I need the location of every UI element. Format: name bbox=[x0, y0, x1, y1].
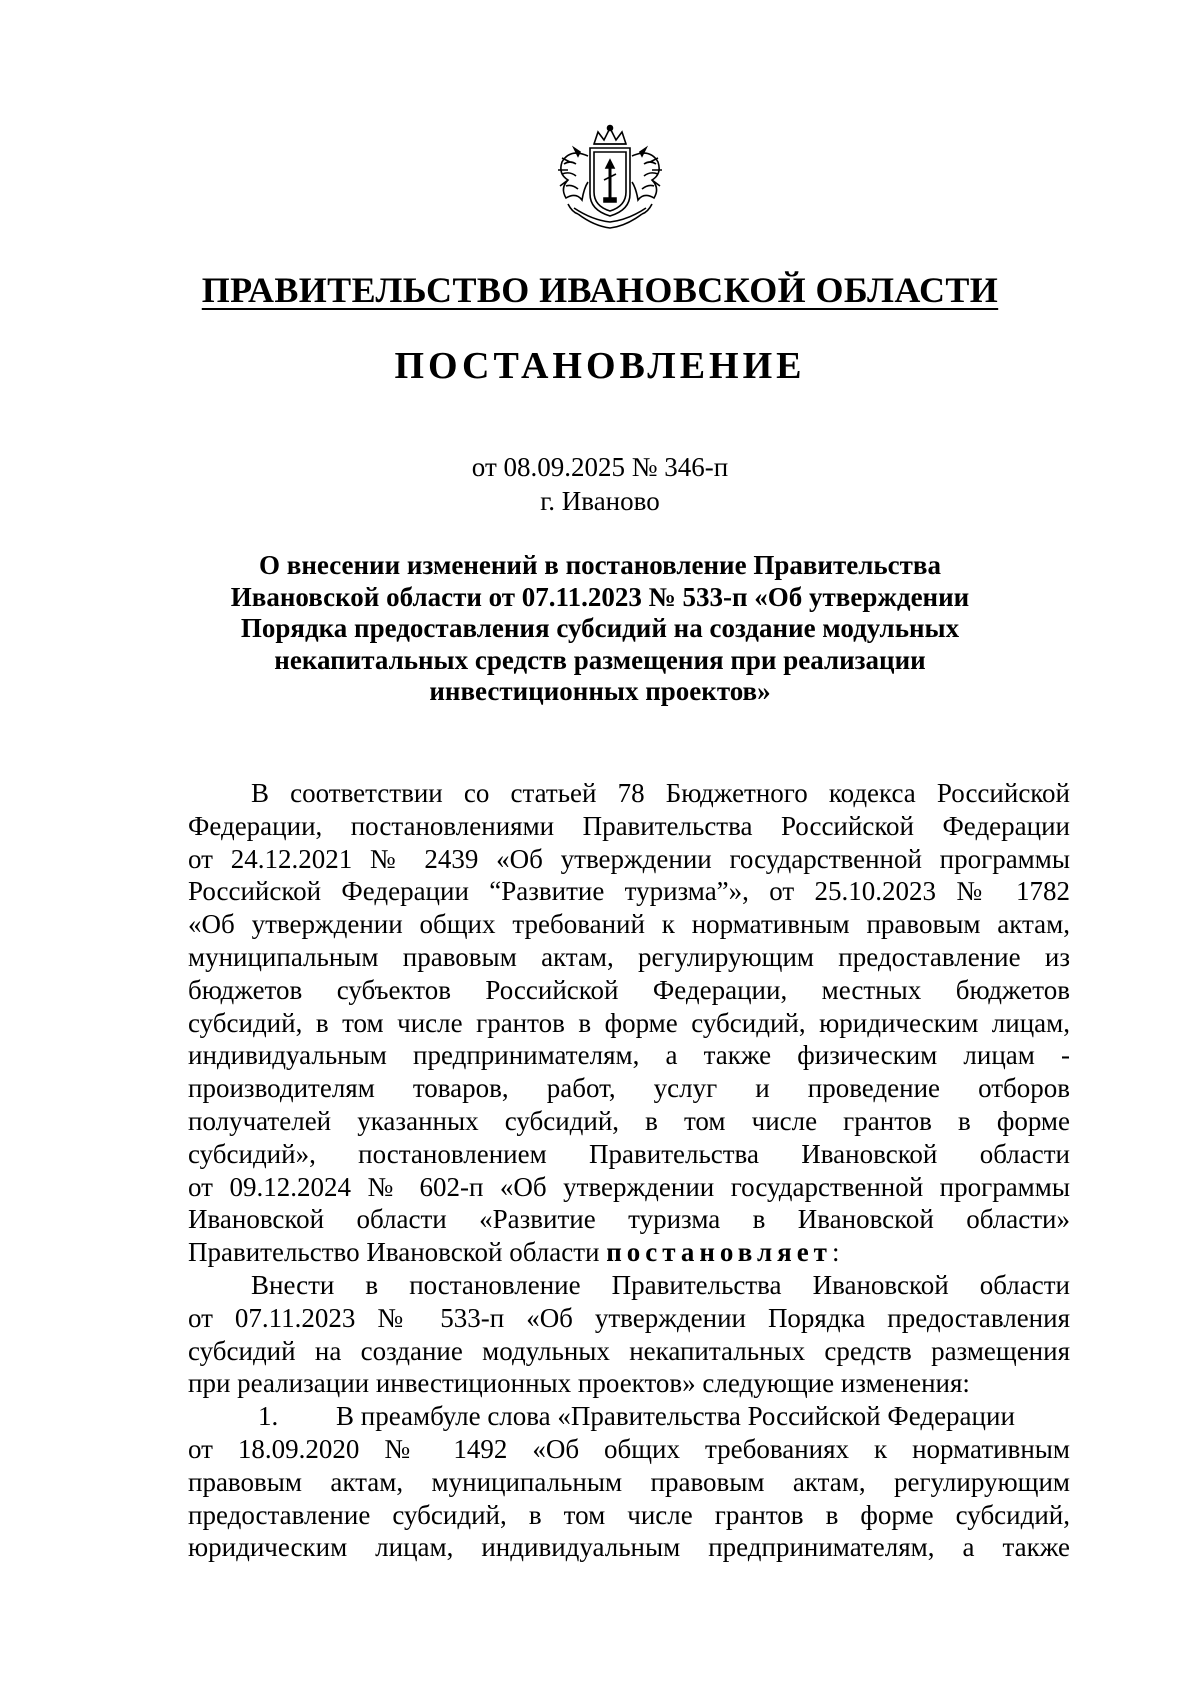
title-line: Порядка предоставления субсидий на создание модульных bbox=[240, 613, 960, 643]
body-line: Ивановской области «Развитие туризма в Ивановской области» bbox=[188, 1204, 1070, 1235]
list-item-text: В преамбуле слова «Правительства Российской Федерации bbox=[336, 1401, 1015, 1432]
title-line: инвестиционных проектов» bbox=[429, 676, 771, 706]
body-line: от 18.09.2020 № 1492 «Об общих требованиях к нормативным bbox=[188, 1433, 1070, 1464]
document-type: ПОСТАНОВЛЕНИЕ bbox=[394, 345, 806, 387]
document-body bbox=[188, 777, 1070, 1564]
title-line: некапитальных средств размещения при реализации bbox=[274, 644, 926, 675]
city: г. Иваново bbox=[540, 486, 660, 516]
body-line: при реализации инвестиционных проектов» следующие изменения: bbox=[188, 1368, 970, 1399]
organization-name-text: ПРАВИТЕЛЬСТВО ИВАНОВСКОЙ ОБЛАСТИ bbox=[201, 270, 999, 310]
body-line: юридическим лицам, индивидуальным предпринимателям, а также bbox=[188, 1532, 1070, 1563]
resolves-suffix: : bbox=[831, 1237, 840, 1268]
body-line: «Об утверждении общих требований к нормативным правовым актам, bbox=[188, 909, 1070, 940]
date-number: от 08.09.2025 № 346-п bbox=[471, 452, 729, 482]
body-line: получателей указанных субсидий, в том числе грантов в форме bbox=[188, 1105, 1070, 1136]
list-item-1 bbox=[188, 1400, 1070, 1433]
organization-name bbox=[0, 268, 1200, 312]
body-line: субсидий, в том числе грантов в форме субсидий, юридическим лицам, bbox=[188, 1007, 1070, 1038]
body-line: В соответствии со статьей 78 Бюджетного кодекса Российской bbox=[251, 778, 1070, 808]
body-line: муниципальным правовым актам, регулирующим предоставление из bbox=[188, 941, 1070, 972]
body-line: Федерации, постановлениями Правительства Российской Федерации bbox=[188, 810, 1070, 841]
body-line: индивидуальным предпринимателям, а также физическим лицам - bbox=[188, 1040, 1070, 1071]
body-line: от 07.11.2023 № 533-п «Об утверждении Порядка предоставления bbox=[188, 1302, 1070, 1333]
list-item-number: 1. bbox=[258, 1401, 279, 1432]
body-line: субсидий на создание модульных некапитальных средств размещения bbox=[188, 1335, 1070, 1366]
coat-of-arms-emblem bbox=[548, 122, 672, 232]
body-line: производителям товаров, работ, услуг и проведение отборов bbox=[188, 1073, 1070, 1104]
title-line: О внесении изменений в постановление Правительства bbox=[259, 550, 941, 580]
resolves-line bbox=[188, 1236, 1070, 1269]
body-line: от 09.12.2024 № 602-п «Об утверждении государственной программы bbox=[188, 1171, 1070, 1202]
document-title bbox=[200, 550, 1000, 708]
body-line: правовым актам, муниципальным правовым актам, регулирующим bbox=[188, 1466, 1070, 1497]
resolves-word: постановляет bbox=[606, 1237, 832, 1268]
body-line: предоставление субсидий, в том числе грантов в форме субсидий, bbox=[188, 1499, 1070, 1530]
body-line: Внести в постановление Правительства Ивановской области bbox=[251, 1269, 1070, 1300]
body-line: субсидий», постановлением Правительства Ивановской области bbox=[188, 1138, 1070, 1169]
title-line: Ивановской области от 07.11.2023 № 533-п «Об утверждении bbox=[230, 581, 970, 612]
resolves-prefix: Правительство Ивановской области bbox=[188, 1237, 600, 1268]
body-line: от 24.12.2021 № 2439 «Об утверждении государственной программы bbox=[188, 843, 1070, 874]
body-line: Российской Федерации “Развитие туризма”», от 25.10.2023 № 1782 bbox=[188, 876, 1070, 907]
body-line: бюджетов субъектов Российской Федерации, местных бюджетов bbox=[188, 974, 1070, 1005]
